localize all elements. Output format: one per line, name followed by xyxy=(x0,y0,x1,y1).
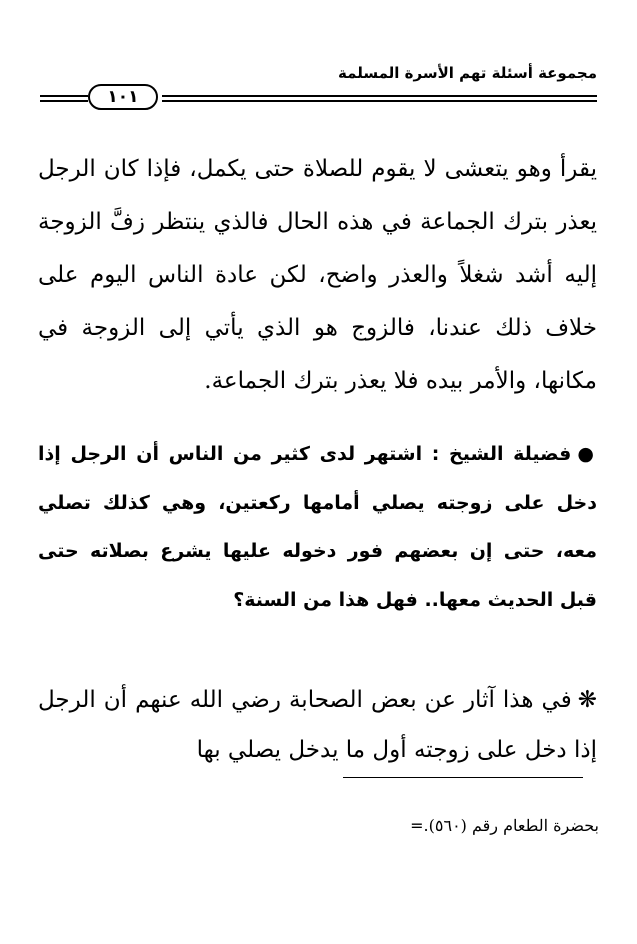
footnote-continuation-mark: = xyxy=(410,816,424,835)
paragraph-1: يقرأ وهو يتعشى لا يقوم للصلاة حتى يكمل، فإذا كان الرجل يعذر بترك الجماعة في هذه الحال فالذي ينتظر زفَّ الزوجة إليه أشد شغلاً والعذر واضح، لكن عادة الناس اليوم على خلاف ذلك عندنا، فالزوج هو الذي يأتي إلى الزوجة في مكانها، والأمر بيده فلا يعذر بترك الجماعة. xyxy=(38,156,597,394)
footnote xyxy=(300,816,599,835)
asterisk-icon: ❋ xyxy=(577,687,597,713)
footnote-text: بحضرة الطعام رقم (٥٦٠). xyxy=(423,816,599,835)
header-rule-right xyxy=(162,95,597,102)
answer-text: في هذا آثار عن بعض الصحابة رضي الله عنهم أن الرجل إذا دخل على زوجته أول ما يدخل يصلي بها xyxy=(38,687,597,763)
bullet-icon: ● xyxy=(577,443,597,465)
running-header-title: مجموعة أسئلة تهم الأسرة المسلمة xyxy=(338,64,597,82)
footnote-separator xyxy=(343,777,583,778)
header-rule-left xyxy=(40,95,88,102)
question-paragraph xyxy=(38,430,597,624)
page-number: ١٠١ xyxy=(88,84,158,110)
answer-paragraph xyxy=(38,675,597,775)
question-text: فضيلة الشيخ : اشتهر لدى كثير من الناس أن الرجل إذا دخل على زوجته يصلي أمامها ركعتين، وهي كذلك تصلي معه، حتى إن بعضهم فور دخوله عليها يشرع بصلاته حتى قبل الحديث معها.. فهل هذا من السنة؟ xyxy=(38,443,597,611)
